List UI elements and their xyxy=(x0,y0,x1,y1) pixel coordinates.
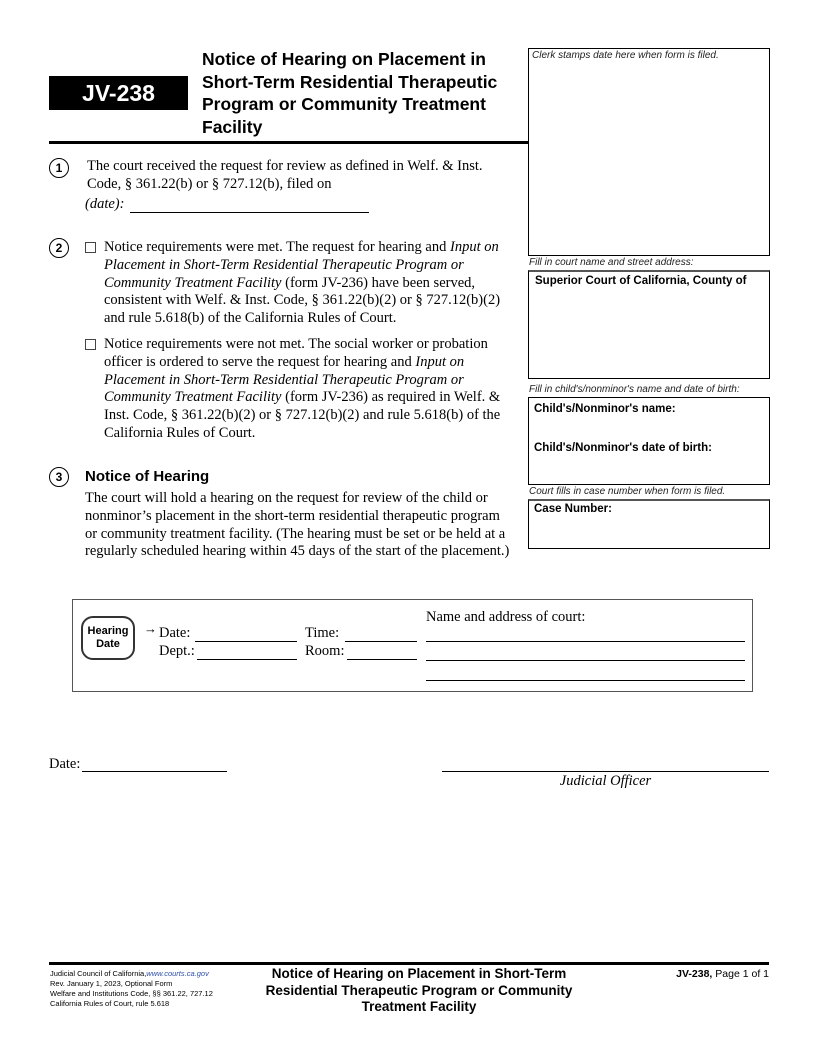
footer-website-link[interactable]: www.courts.ca.gov xyxy=(146,969,209,978)
footer-rules: California Rules of Court, rule 5.618 xyxy=(50,999,170,1008)
footer-page-number: Page 1 of 1 xyxy=(712,968,769,980)
item-number-3: 3 xyxy=(49,467,69,487)
notice-not-met-checkbox[interactable] xyxy=(85,339,96,350)
court-hint: Fill in court name and street address: xyxy=(529,257,694,268)
hearing-date-label: Date: xyxy=(159,625,191,641)
hearing-date-badge xyxy=(81,616,135,660)
court-address-line-3[interactable] xyxy=(426,680,745,681)
hearing-box xyxy=(72,599,753,692)
notice-of-hearing-heading: Notice of Hearing xyxy=(85,468,210,485)
child-hint: Fill in child's/nonminor's name and date of birth: xyxy=(529,384,740,395)
notice-not-met-form-title: Input on Placement in Short-Term Residential Therapeutic Program or Community Treatment Facility xyxy=(104,353,465,406)
child-name-label: Child's/Nonminor's name: xyxy=(534,403,676,415)
hearing-date-field[interactable] xyxy=(195,641,297,642)
footer-council: Judicial Council of California, xyxy=(50,969,147,978)
notice-met-text xyxy=(104,239,514,328)
court-address-line-2[interactable] xyxy=(426,660,745,661)
item-number-1: 1 xyxy=(49,158,69,178)
case-number-label: Case Number: xyxy=(534,503,612,515)
title-divider xyxy=(49,141,529,144)
item-number-2: 2 xyxy=(49,238,69,258)
notice-met-text-pre: Notice requirements were met. The request for hearing and xyxy=(104,239,450,255)
notice-not-met-text xyxy=(104,336,514,443)
clerk-stamp-box[interactable] xyxy=(528,48,770,256)
arrow-icon: → xyxy=(144,621,157,636)
child-info-box[interactable] xyxy=(528,397,770,485)
form-title: Notice of Hearing on Placement in Short-Term Residential Therapeutic Program or Community Treatment Facility xyxy=(202,49,498,137)
clerk-stamp-hint: Clerk stamps date here when form is filed. xyxy=(532,50,719,61)
footer-revision: Rev. January 1, 2023, Optional Form xyxy=(50,979,173,988)
judicial-officer-label: Judicial Officer xyxy=(559,773,652,789)
item1-line1: The court received the request for review as defined in Welf. & Inst. xyxy=(87,158,483,174)
form-id-badge: JV-238 xyxy=(49,76,188,110)
item3-text: The court will hold a hearing on the request for review of the child or nonminor’s placement in the short-term residential therapeutic program or community treatment facility. (The hearing must be set or be held at a regularly scheduled hearing within 45 days of the start of the placement.) xyxy=(85,490,510,560)
case-hint: Court fills in case number when form is filed. xyxy=(529,486,726,497)
hearing-dept-label: Dept.: xyxy=(159,643,195,659)
badge-line2: Date xyxy=(96,638,120,650)
footer-left xyxy=(50,969,250,1009)
item1-date-label: (date): xyxy=(85,196,125,212)
signature-date-field[interactable] xyxy=(82,771,227,772)
hearing-room-field[interactable] xyxy=(347,659,417,660)
judicial-officer-signature-line[interactable] xyxy=(442,771,769,772)
hearing-time-field[interactable] xyxy=(345,641,417,642)
item1-date-field[interactable] xyxy=(130,212,369,213)
court-name-box[interactable] xyxy=(528,270,770,379)
footer-code: Welfare and Institutions Code, §§ 361.22, 727.12 xyxy=(50,989,213,998)
item1-text xyxy=(87,158,517,194)
child-dob-label: Child's/Nonminor's date of birth: xyxy=(534,442,712,454)
notice-not-met-text-post: (form JV-236) as required in Welf. & Inst. Code, § 361.22(b)(2) or § 727.12(b)(2) and rule 5.618(b) of the California Rules of Court. xyxy=(104,389,501,441)
case-number-box[interactable] xyxy=(528,499,770,549)
signature-date-label: Date: xyxy=(49,756,81,772)
footer-title: Notice of Hearing on Placement in Short-Term Residential Therapeutic Program or Community Treatment Facility xyxy=(265,966,573,1014)
court-label: Superior Court of California, County of xyxy=(535,275,747,287)
notice-not-met-text-pre: Notice requirements were not met. The social worker or probation officer is ordered to serve the request for hearing and xyxy=(104,336,488,370)
court-address-line-1[interactable] xyxy=(426,641,745,642)
notice-met-text-post: (form JV-236) have been served, consistent with Welf. & Inst. Code, § 361.22(b)(2) or § 727.12(b)(2) and rule 5.618(b) of the California Rules of Court. xyxy=(104,274,501,327)
footer-page-info xyxy=(676,968,769,980)
footer-form-id: JV-238, xyxy=(676,968,713,980)
hearing-time-label: Time: xyxy=(305,625,340,641)
notice-met-form-title: Input on Placement in Short-Term Residential Therapeutic Program or Community Treatment Facility xyxy=(104,239,499,291)
hearing-room-label: Room: xyxy=(305,643,345,659)
hearing-dept-field[interactable] xyxy=(197,659,297,660)
court-address-label: Name and address of court: xyxy=(426,609,586,625)
footer-rule xyxy=(49,962,769,965)
item1-line2: Code, § 361.22(b) or § 727.12(b), filed on xyxy=(87,175,332,192)
badge-line1: Hearing xyxy=(87,625,129,637)
notice-met-checkbox[interactable] xyxy=(85,242,96,253)
